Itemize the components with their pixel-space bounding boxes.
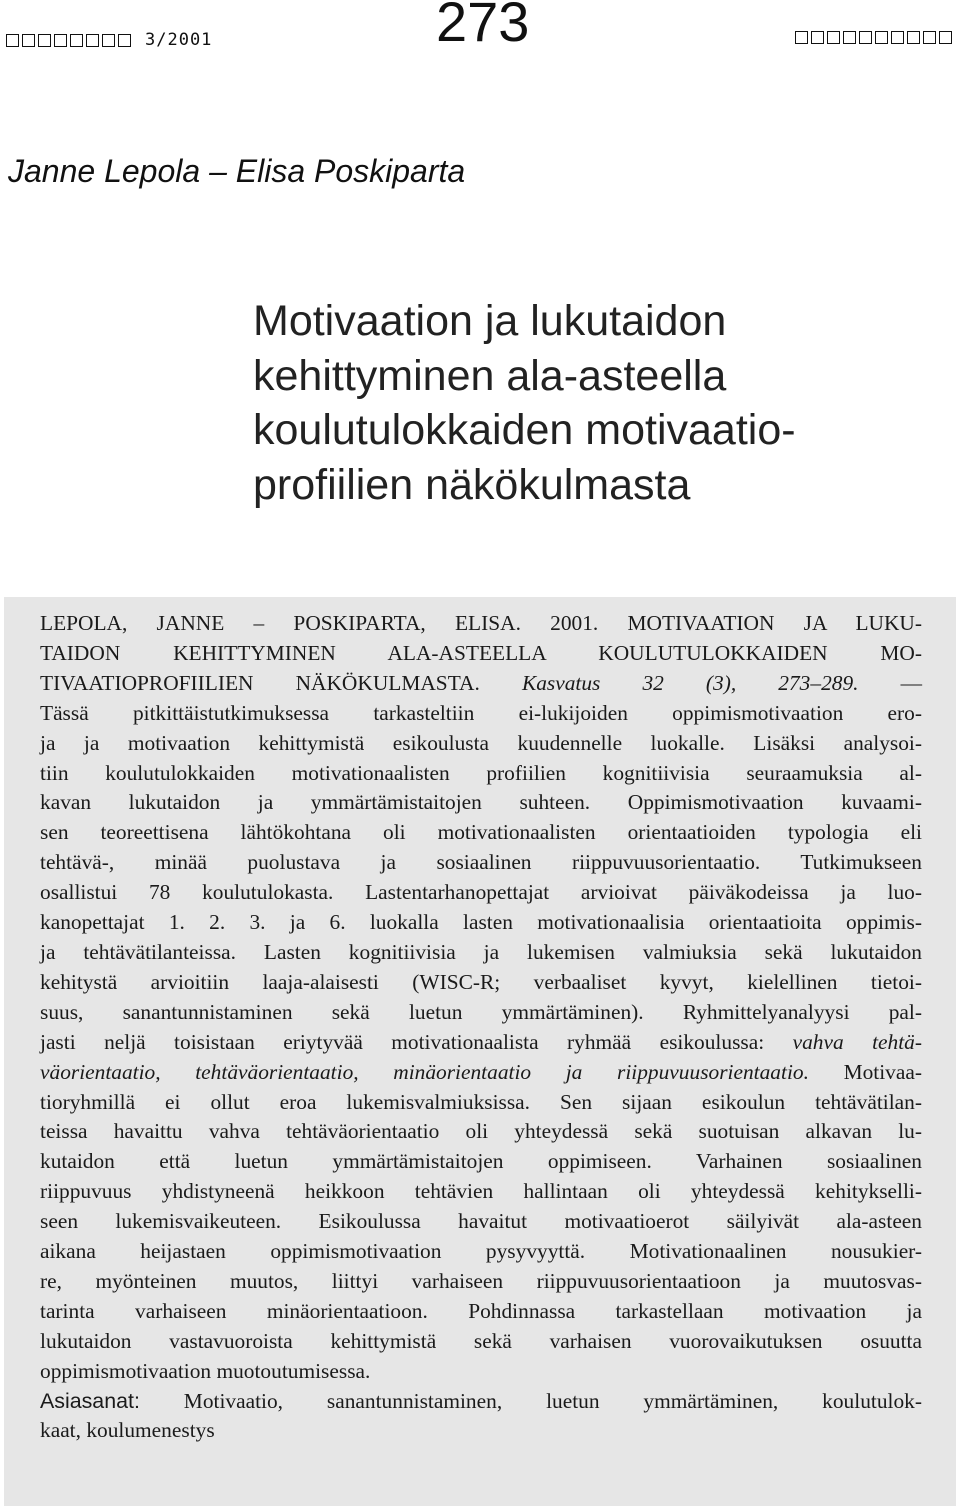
- citation-dash: —: [900, 670, 922, 695]
- abstract-line: tiin koulutulokkaiden motivationaalisten profiilien kognitiivisia seuraamuksia al-: [40, 760, 922, 785]
- citation-line: LEPOLA, JANNE – POSKIPARTA, ELISA. 2001. MOTIVAATION JA LUKU-: [40, 611, 922, 635]
- keywords: Motivaatio, sanantunnistaminen, luetun ymmärtäminen, koulutulok-: [183, 1388, 922, 1413]
- abstract-line: lukutaidon vastavuoroista kehittymistä sekä varhaisen vuorovaikutuksen osuutta: [40, 1328, 922, 1353]
- abstract-line-italic: vahva tehtä-: [792, 1029, 922, 1054]
- abstract-line: kanopettajat 1. 2. 3. ja 6. luokalla lasten motivationaalisia orientaatioita oppimis-: [40, 910, 922, 935]
- title-line: kehittyminen ala-asteella: [253, 351, 727, 400]
- article-type-glyphs: [795, 31, 952, 44]
- keywords-line: [40, 1387, 922, 1417]
- journal-name-glyphs: [6, 34, 131, 47]
- citation-source: Kasvatus 32 (3), 273–289.: [521, 670, 859, 695]
- abstract-line: sen teoreettisena lähtökohtana oli motivationaalisten orientaatioiden typologia eli: [40, 820, 922, 845]
- abstract-line: tarinta varhaiseen minäorientaatioon. Pohdinnassa tarkastellaan motivaation ja: [40, 1298, 922, 1323]
- abstract-line: kutaidon että luetun ymmärtämistaitojen oppimiseen. Varhainen sosiaalinen: [40, 1149, 922, 1174]
- title-line: Motivaation ja lukutaidon: [253, 297, 727, 345]
- keywords-label: Asiasanat:: [40, 1388, 140, 1413]
- citation-title-end: TIVAATIOPROFIILIEN NÄKÖKULMASTA.: [40, 670, 480, 695]
- abstract-line: [40, 1028, 922, 1058]
- abstract-line: kehitystä arvioitiin laaja-alaisesti (WISC-R; verbaaliset kyvyt, kielellinen tietoi-: [40, 969, 922, 994]
- abstract-line: re, myönteinen muutos, liittyi varhaiseen riippuvuusorientaatioon ja muutosvas-: [40, 1268, 922, 1293]
- citation-line: TAIDON KEHITTYMINEN ALA-ASTEELLA KOULUTULOKKAIDEN MO-: [40, 640, 922, 665]
- abstract-line: riippuvuus yhdistyneenä heikkoon tehtävien hallintaan oli yhteydessä kehitykselli-: [40, 1179, 922, 1204]
- abstract-line: ja ja motivaation kehittymistä esikoulusta kuudennelle luokalle. Lisäksi analysoi-: [40, 730, 922, 755]
- journal-header-left: [6, 30, 212, 50]
- abstract-line-text: jasti neljä toisistaan eriytyvää motivationaalista ryhmää esikoulussa:: [40, 1029, 765, 1054]
- abstract-line: tehtävä-, minää puolustava ja sosiaalinen riippuvuusorientaatio. Tutkimukseen: [40, 850, 922, 875]
- abstract-line: seen lukemisvaikeuteen. Esikoulussa havaitut motivaatioerot säilyivät ala-asteen: [40, 1209, 922, 1234]
- abstract-line: ja tehtävätilanteissa. Lasten kognitiivisia ja lukemisen valmiuksia sekä lukutaidon: [40, 939, 922, 964]
- page-number: 273: [436, 0, 530, 53]
- abstract-line-italic: väorientaatio, tehtäväorientaatio, minäorientaatio ja riippuvuusorientaatio.: [40, 1059, 809, 1084]
- title-line: koulutulokkaiden motivaatio-: [253, 406, 796, 454]
- abstract-line: tioryhmillä ei ollut eroa lukemisvalmiuksissa. Sen sijaan esikoulun tehtävätilan-: [40, 1089, 922, 1114]
- abstract-line: aikana heijastaen oppimismotivaation pysyvyyttä. Motivationaalinen nousukier-: [40, 1239, 922, 1264]
- article-title: [253, 294, 796, 512]
- abstract-line: teissa havaittu vahva tehtäväorientaatio oli yhteydessä sekä suotuisan alkavan lu-: [40, 1119, 922, 1144]
- abstract-line: osallistui 78 koulutulokasta. Lastentarhanopettajat arvioivat päiväkodeissa ja luo-: [40, 880, 922, 905]
- abstract-line: suus, sanantunnistaminen sekä luetun ymmärtäminen). Ryhmittelyanalyysi pal-: [40, 999, 922, 1024]
- keywords-line: kaat, koulumenestys: [40, 1418, 215, 1443]
- citation-line: [40, 669, 922, 699]
- title-line: profiilien näkökulmasta: [253, 460, 691, 509]
- abstract-box: [4, 597, 956, 1506]
- abstract-line: kavan lukutaidon ja ymmärtämistaitojen suhteen. Oppimismotivaation kuvaami-: [40, 790, 922, 815]
- journal-issue: 3/2001: [145, 30, 213, 50]
- abstract-text: [40, 609, 922, 1446]
- authors: Janne Lepola – Elisa Poskiparta: [8, 153, 466, 189]
- abstract-line: [40, 1058, 922, 1088]
- abstract-line: oppimismotivaation muotoutumisessa.: [40, 1358, 371, 1383]
- abstract-line: Tässä pitkittäistutkimuksessa tarkasteltiin ei-lukijoiden oppimismotivaation ero-: [40, 700, 922, 725]
- abstract-line-text: Motivaa-: [843, 1059, 922, 1084]
